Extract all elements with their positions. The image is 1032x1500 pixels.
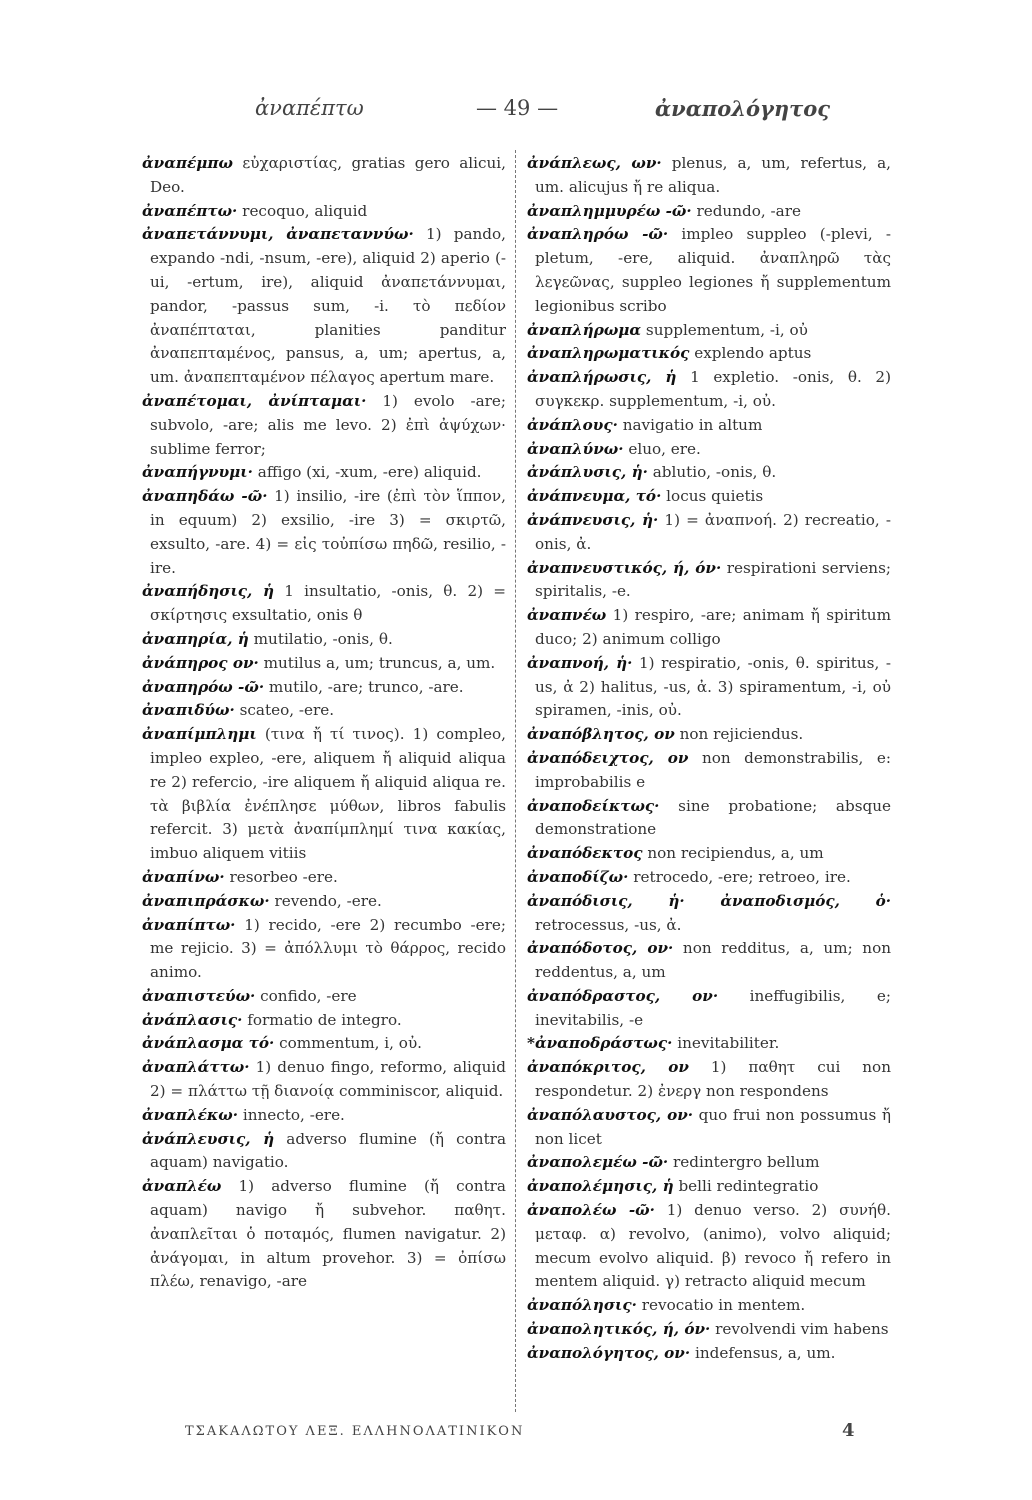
page-footer <box>0 1420 1032 1448</box>
entry-definition: retrocedo, -ere; retroeo, ire. <box>628 867 851 886</box>
dictionary-entry <box>142 652 506 676</box>
entry-headword: ἀναπολέω -ῶ· <box>527 1201 655 1220</box>
dictionary-entry <box>527 1318 891 1342</box>
entry-headword: ἀναπολητικός, ή, όν· <box>527 1320 711 1339</box>
entry-headword: ἀναπόδεκτος <box>527 844 643 863</box>
dictionary-entry <box>142 152 506 200</box>
entry-definition: (τινα ἤ τί τινος). 1) compleo, impleo expleo, -ere, aliquem ἤ aliquid aliqua re 2) refercio, -ire aliquem ἤ aliquid aliqua re. τὰ βιβλία ἐνέπλησε μύθων, libros fabulis refercit. 3) μετὰ ἀναπίμπλημί τινα κακίας, imbuo aliquem vitiis <box>150 725 506 863</box>
dictionary-entry <box>142 1104 506 1128</box>
entry-definition: quo frui non possumus ἤ non licet <box>535 1105 891 1148</box>
dictionary-entry <box>527 152 891 200</box>
entry-headword: ἀναπόβλητος, ον <box>527 725 675 744</box>
entry-headword: ἀναπόδισις, ἡ· ἀναποδισμός, ὁ· <box>527 891 891 910</box>
entry-definition: 1) respiratio, -onis, θ. spiritus, -us, ἀ 2) halitus, -us, ἀ. 3) spiramentum, -i, οὐ spiramen, -inis, οὐ. <box>535 653 891 720</box>
entry-definition: plenus, a, um, refertus, a, um. alicujus ἤ re aliqua. <box>535 154 891 196</box>
dictionary-entry <box>142 676 506 700</box>
dictionary-entry <box>142 890 506 914</box>
entry-definition: mutilatio, -onis, θ. <box>248 629 393 648</box>
entry-headword: ἀνάπλευσις, ἡ <box>142 1129 275 1148</box>
entry-headword: ἀναπόλησις· <box>527 1296 637 1315</box>
entry-definition: inevitabiliter. <box>672 1034 780 1053</box>
header-left-word: ἀναπέπτω <box>255 96 364 120</box>
dictionary-entry <box>142 580 506 628</box>
entry-headword: ἀνάπηρος ον· <box>142 653 259 672</box>
entry-headword: ἀναπλήρωσις, ἡ <box>527 368 677 387</box>
entry-definition: 1) evolo -are; subvolo, -are; alis me levo. 2) ἐπὶ ἀψύχων· sublime ferror; <box>150 391 506 458</box>
dictionary-entry <box>527 1104 891 1152</box>
dictionary-entry <box>527 723 891 747</box>
page-number: — 49 — <box>476 96 559 120</box>
dictionary-entry <box>527 223 891 318</box>
signature-mark: 4 <box>842 1420 857 1441</box>
entry-headword: ἀναπόδραστος, ον· <box>527 986 719 1005</box>
entry-definition: explendo aptus <box>689 344 812 363</box>
entry-headword: ἀναπετάννυμι, ἀναπεταννύω· <box>142 225 414 244</box>
entry-headword: ἀναπνευστικός, ή, όν· <box>527 558 722 577</box>
dictionary-entry <box>142 390 506 461</box>
entry-definition: 1) recido, -ere 2) recumbo -ere; me rejicio. 3) = ἀπόλλυμι τὸ θάρρος, recido animo. <box>150 915 506 982</box>
entry-definition: 1) παθητ cui non respondetur. 2) ἐνεργ non respondens <box>535 1058 891 1101</box>
dictionary-entry <box>527 557 891 605</box>
dictionary-entry <box>527 1032 891 1056</box>
entry-headword: ἀναπήδησις, ἡ <box>142 582 275 601</box>
dictionary-entry <box>527 1175 891 1199</box>
dictionary-entry <box>142 914 506 985</box>
entry-definition: mutilus a, um; truncus, a, um. <box>258 653 496 672</box>
entry-definition: 1) pando, expando -ndi, -nsum, -ere), aliquid 2) aperio (-ui, -ertum, ire), aliquid ἀναπετάννυμαι, pandor, -passus sum, -i. τὸ πεδίον ἀναπέπταται, planities panditur ἀναπεπταμένος, pansus, a, um; apertus, a, um. ἀναπεπταμένον πέλαγος apertum mare. <box>150 225 506 387</box>
header-right-word: ἀναπολόγητος <box>655 96 831 121</box>
running-head <box>0 90 1032 130</box>
entry-definition: 1) denuo fingo, reformo, aliquid 2) = πλάττω τῇ διανοίᾳ comminiscor, aliquid. <box>150 1058 506 1101</box>
entry-definition: navigatio in altum <box>617 415 763 434</box>
entry-headword: ἀναπολεμέω -ῶ· <box>527 1153 669 1172</box>
entry-definition: non recipiendus, a, um <box>642 844 824 863</box>
entry-headword: ἀνάπλεως, ων· <box>527 154 662 172</box>
dictionary-entry <box>527 1056 891 1104</box>
entry-headword: ἀναπλέω <box>142 1177 222 1196</box>
footer-title: ΤΣΑΚΑΛΩΤΟΥ ΛΕΞ. ΕΛΛΗΝΟΛΑΤΙΝΙΚΟΝ <box>185 1424 525 1439</box>
dictionary-entry <box>527 1151 891 1175</box>
dictionary-entry <box>527 438 891 462</box>
entry-definition: non demonstrabilis, e: improbabilis e <box>535 748 891 791</box>
entry-definition: 1) respiro, -are; animam ἤ spiritum duco; 2) animum colligo <box>535 606 891 648</box>
entry-headword: ἀναπληρωματικός <box>527 344 690 363</box>
entry-headword: ἀνάπλους· <box>527 415 618 434</box>
entry-definition: impleo suppleo (-plevi, -pletum, -ere, aliquid. ἀναπληρῶ τὰς λεγεῶνας, suppleo legiones ἤ supplementum legionibus scribo <box>535 225 891 315</box>
column-divider <box>515 150 516 1412</box>
entry-headword: ἀναπηρόω -ῶ· <box>142 677 265 696</box>
entry-headword: ἀναπέτομαι, ἀνίπταμαι· <box>142 391 367 410</box>
entry-headword: ἀναπηρία, ἡ <box>142 629 249 648</box>
entry-definition: 1) insilio, -ire (ἐπὶ τὸν ἵππον, in equum) 2) exsilio, -ire 3) = σκιρτῶ, exsulto, -are. 4) = εἰς τοὐπίσω πηδῶ, resilio, -ire. <box>150 487 506 577</box>
entry-headword: ἀναπιδύω· <box>142 701 235 720</box>
entry-headword: ἀναπέμπω <box>142 154 233 172</box>
entry-headword: ἀναπιστεύω· <box>142 986 256 1005</box>
left-column <box>142 152 506 1407</box>
dictionary-entry <box>527 342 891 366</box>
dictionary-entry <box>142 200 506 224</box>
entry-headword: ἀνάπνευμα, τό· <box>527 487 662 506</box>
entry-headword: ἀναπολέμησις, ἡ <box>527 1177 674 1196</box>
dictionary-entry <box>527 485 891 509</box>
dictionary-entry <box>527 1342 891 1366</box>
entry-headword: ἀναπνοή, ἡ· <box>527 653 633 672</box>
entry-definition: affigo (xi, -xum, -ere) aliquid. <box>252 463 482 482</box>
dictionary-entry <box>142 699 506 723</box>
dictionary-entry <box>527 414 891 438</box>
dictionary-entry <box>142 866 506 890</box>
entry-definition: belli redintegratio <box>673 1177 819 1196</box>
entry-headword: ἀναπόδοτος, ον· <box>527 939 674 958</box>
entry-definition: ineffugibilis, e; inevitabilis, -e <box>535 986 891 1029</box>
dictionary-entry <box>142 628 506 652</box>
entry-headword: ἀναπηδάω -ῶ· <box>142 487 268 506</box>
dictionary-entry <box>527 319 891 343</box>
dictionary-entry <box>527 461 891 485</box>
entry-headword: ἀναπιπράσκω· <box>142 891 270 910</box>
entry-definition: revocatio in mentem. <box>636 1296 806 1315</box>
entry-definition: 1) = ἀναπνοή. 2) recreatio, -onis, ἀ. <box>535 510 891 553</box>
entry-headword: ἀνάπλασις· <box>142 1010 243 1029</box>
entry-definition: εὐχαριστίας, gratias gero alicui, Deo. <box>150 154 506 196</box>
entry-headword: ἀναπλάττω· <box>142 1058 250 1077</box>
dictionary-entry <box>527 604 891 652</box>
dictionary-entry <box>142 223 506 390</box>
entry-headword: ἀναπνέω <box>527 606 607 625</box>
entry-headword: ἀναπολόγητος, ον· <box>527 1343 691 1362</box>
dictionary-entry <box>527 747 891 795</box>
dictionary-entry <box>142 1056 506 1104</box>
entry-definition: scateo, -ere. <box>234 701 335 720</box>
entry-definition: redundo, -are <box>691 201 801 220</box>
entry-definition: resorbeo -ere. <box>224 867 338 886</box>
dictionary-entry <box>527 866 891 890</box>
entry-headword: *ἀναποδράστως· <box>527 1034 673 1053</box>
entry-headword: ἀναπλήρωμα <box>527 320 642 339</box>
entry-definition: 1 expletio. -onis, θ. 2) συγκεκρ. supplementum, -i, οὐ. <box>535 368 891 410</box>
entry-headword: ἀναπόκριτος, ον <box>527 1058 689 1077</box>
dictionary-entry <box>142 1175 506 1294</box>
dictionary-entry <box>142 1128 506 1176</box>
entry-definition: revolvendi vim habens <box>710 1320 889 1339</box>
entry-definition: formatio de integro. <box>242 1010 402 1029</box>
dictionary-entry <box>527 985 891 1033</box>
entry-definition: commentum, i, οὐ. <box>274 1034 423 1053</box>
dictionary-entry <box>142 461 506 485</box>
entry-headword: ἀναπίπτω· <box>142 915 236 934</box>
dictionary-entry <box>527 890 891 938</box>
dictionary-entry <box>527 842 891 866</box>
entry-definition: 1) denuo verso. 2) συνήθ. μεταφ. α) revolvo, (animo), volvo aliquid; mecum evolvo aliquid. β) revoco ἤ refero in mentem aliquid. γ) retracto aliquid mecum <box>535 1201 891 1291</box>
entry-definition: respirationi serviens; spiritalis, -e. <box>535 558 891 601</box>
entry-definition: ablutio, -onis, θ. <box>647 463 777 482</box>
entry-headword: ἀνάπλυσις, ἡ· <box>527 463 648 482</box>
entry-definition: innecto, -ere. <box>238 1105 345 1124</box>
entry-headword: ἀναπόλαυστος, ον· <box>527 1105 694 1124</box>
entry-definition: 1 insultatio, -onis, θ. 2) = σκίρτησις exsultatio, onis θ <box>150 582 506 625</box>
dictionary-entry <box>142 723 506 866</box>
dictionary-entry <box>142 1032 506 1056</box>
dictionary-entry <box>527 795 891 843</box>
dictionary-entry <box>527 1294 891 1318</box>
entry-headword: ἀναπίμπλημι <box>142 725 257 744</box>
entry-definition: indefensus, a, um. <box>690 1343 836 1362</box>
entry-definition: revendo, -ere. <box>269 891 382 910</box>
entry-headword: ἀνάπνευσις, ἡ· <box>527 510 659 529</box>
entry-definition: recoquo, aliquid <box>237 201 368 220</box>
dictionary-entry <box>527 937 891 985</box>
entry-definition: sine probatione; absque demonstratione <box>535 796 891 839</box>
dictionary-entry <box>527 366 891 414</box>
dictionary-entry <box>527 200 891 224</box>
entry-definition: redintergro bellum <box>668 1153 820 1172</box>
entry-definition: retrocessus, -us, ἀ. <box>535 915 682 934</box>
entry-headword: ἀναπλέκω· <box>142 1105 239 1124</box>
dictionary-entry <box>142 485 506 580</box>
entry-headword: ἀναπλύνω· <box>527 439 624 458</box>
entry-headword: ἀναπίνω· <box>142 867 225 886</box>
entry-headword: ἀναπόδειχτος, ον <box>527 748 689 767</box>
entry-definition: supplementum, -i, οὐ <box>641 320 808 339</box>
entry-headword: ἀναποδείκτως· <box>527 796 660 815</box>
dictionary-entry <box>142 985 506 1009</box>
entry-headword: ἀναπήγνυμι· <box>142 463 253 482</box>
dictionary-entry <box>527 652 891 723</box>
dictionary-entry <box>527 1199 891 1294</box>
entry-headword: ἀναπληρόω -ῶ· <box>527 225 669 244</box>
entry-definition: 1) adverso flumine (ἤ contra aquam) navigo ἤ subvehor. παθητ. ἀναπλεῖται ὁ ποταμός, flumen navigatur. 2) ἀνάγομαι, in altum provehor. 3) = ὀπίσω πλέω, renavigo, -are <box>150 1177 506 1291</box>
entry-definition: non rejiciendus. <box>674 725 804 744</box>
entry-headword: ἀνάπλασμα τό· <box>142 1034 275 1053</box>
entry-definition: locus quietis <box>661 487 764 506</box>
right-column <box>527 152 891 1407</box>
entry-headword: ἀναποδίζω· <box>527 867 629 886</box>
entry-definition: eluo, ere. <box>623 439 701 458</box>
entry-definition: non redditus, a, um; non reddentus, a, um <box>535 939 891 982</box>
entry-headword: ἀναπέπτω· <box>142 201 238 220</box>
entry-definition: confido, -ere <box>255 986 357 1005</box>
entry-headword: ἀναπλημμυρέω -ῶ· <box>527 201 692 220</box>
entry-definition: mutilo, -are; trunco, -are. <box>264 677 464 696</box>
entry-definition: adverso flumine (ἤ contra aquam) navigatio. <box>150 1129 506 1172</box>
dictionary-entry <box>142 1009 506 1033</box>
dictionary-entry <box>527 509 891 557</box>
